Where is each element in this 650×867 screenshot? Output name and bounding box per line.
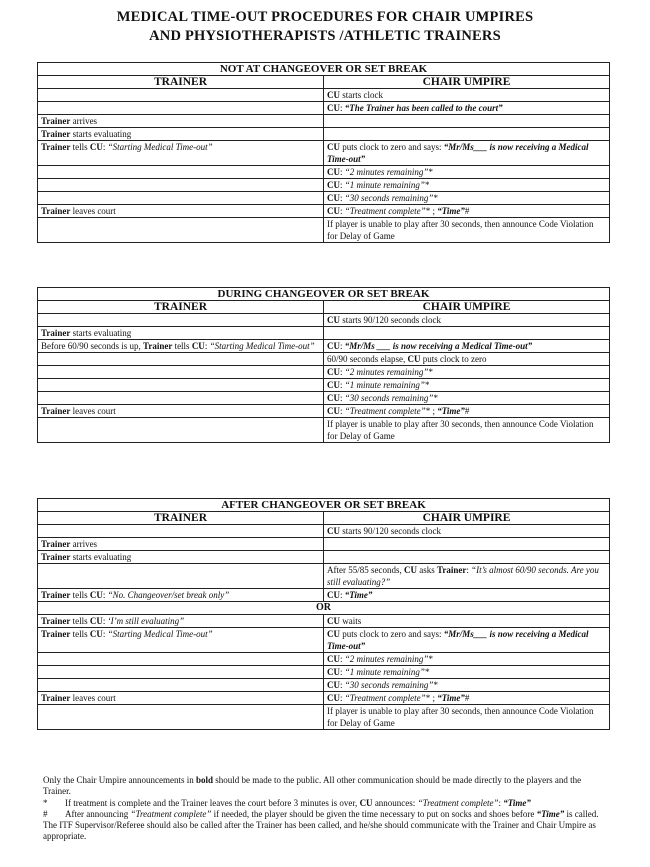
footnotes	[43, 775, 603, 843]
text-run: CU	[327, 193, 340, 203]
table-row	[38, 314, 610, 327]
trainer-cell	[38, 666, 324, 679]
trainer-cell	[38, 128, 324, 141]
text-run: tells	[70, 590, 90, 600]
column-header-trainer: TRAINER	[38, 301, 324, 314]
table-row	[38, 392, 610, 405]
text-run: “30 seconds remaining”	[344, 393, 434, 403]
trainer-cell	[38, 218, 324, 243]
text-run: “Treatment complete”	[344, 693, 426, 703]
umpire-cell	[324, 205, 610, 218]
umpire-cell	[324, 405, 610, 418]
text-run: “Treatment complete”	[417, 797, 499, 808]
text-run: if needed, the player should be given the time necessary to put on socks and shoes before	[211, 808, 537, 819]
text-run: Trainer	[41, 116, 71, 126]
umpire-cell	[324, 679, 610, 692]
text-run: starts evaluating	[70, 328, 132, 338]
text-run: puts clock to zero and says:	[340, 142, 444, 152]
table-row	[38, 340, 610, 353]
table-row	[38, 615, 610, 628]
text-run: CU	[327, 90, 340, 100]
text-run: “Starting Medical Time-out”	[107, 629, 213, 639]
umpire-cell	[324, 615, 610, 628]
table-row	[38, 705, 610, 730]
trainer-cell	[38, 192, 324, 205]
text-run: :	[102, 616, 108, 626]
text-run: “Treatment complete”	[344, 206, 426, 216]
umpire-cell	[324, 179, 610, 192]
umpire-cell	[324, 538, 610, 551]
table-row	[38, 551, 610, 564]
umpire-cell	[324, 218, 610, 243]
umpire-cell	[324, 192, 610, 205]
text-run: :	[340, 367, 345, 377]
text-run: CU	[359, 797, 373, 808]
text-run: :	[340, 180, 345, 190]
text-run: If player is unable to play after 30 seconds, then announce Code Violation for Delay of Game	[327, 219, 594, 241]
umpire-cell	[324, 102, 610, 115]
trainer-cell	[38, 379, 324, 392]
umpire-cell	[324, 653, 610, 666]
text-run: :	[102, 590, 108, 600]
table-row	[38, 538, 610, 551]
text-run: starts clock	[340, 90, 383, 100]
text-run: CU	[89, 616, 103, 626]
text-run: * ;	[425, 693, 438, 703]
text-run: “Time”	[344, 590, 373, 600]
text-run: :	[340, 406, 345, 416]
umpire-cell	[324, 525, 610, 538]
section-heading-row	[38, 63, 610, 76]
trainer-cell	[38, 589, 324, 602]
table-row	[38, 666, 610, 679]
text-run: Before 60/90 seconds is up,	[41, 341, 143, 351]
text-run: “Treatment complete”	[344, 406, 426, 416]
text-run: “2 minutes remaining”	[344, 367, 429, 377]
trainer-cell	[38, 628, 324, 653]
text-run: is called.	[564, 808, 599, 819]
umpire-cell	[324, 128, 610, 141]
text-run: “Time”	[437, 406, 465, 416]
trainer-cell	[38, 205, 324, 218]
section-heading: AFTER CHANGEOVER OR SET BREAK	[38, 499, 610, 512]
text-run: CU	[327, 693, 340, 703]
umpire-cell	[324, 379, 610, 392]
text-run: tells	[172, 341, 192, 351]
text-run: “Time”	[437, 693, 465, 703]
text-run: CU	[327, 315, 340, 325]
text-run: “The Trainer has been called to the court”	[344, 103, 503, 113]
text-run: “No. Changeover/set break only”	[107, 590, 230, 600]
text-run: “1 minute remaining”	[344, 667, 425, 677]
trainer-cell	[38, 615, 324, 628]
text-run: starts 90/120 seconds clock	[340, 526, 441, 536]
text-run: waits	[340, 616, 362, 626]
text-run: :	[340, 380, 345, 390]
trainer-cell	[38, 538, 324, 551]
title-line-2: AND PHYSIOTHERAPISTS /ATHLETIC TRAINERS	[149, 28, 501, 44]
text-run: leaves court	[70, 693, 116, 703]
text-run: Trainer	[41, 406, 71, 416]
trainer-cell	[38, 692, 324, 705]
text-run: * ;	[425, 406, 438, 416]
table-row	[38, 166, 610, 179]
umpire-cell	[324, 705, 610, 730]
table-row	[38, 692, 610, 705]
text-run: After announcing	[65, 808, 131, 819]
text-run: *	[433, 393, 438, 403]
text-run: CU	[327, 180, 340, 190]
table-row	[38, 128, 610, 141]
text-run: announces:	[372, 797, 418, 808]
table-row	[38, 218, 610, 243]
table-row	[38, 353, 610, 366]
table-row	[38, 628, 610, 653]
table-row	[38, 379, 610, 392]
text-run: *	[424, 380, 430, 390]
text-run: #	[464, 206, 470, 216]
table-row	[38, 366, 610, 379]
text-run: *	[424, 180, 430, 190]
text-run: :	[340, 103, 345, 113]
text-run: If player is unable to play after 30 seconds, then announce Code Violation for Delay of Game	[327, 419, 594, 441]
table-row	[38, 418, 610, 443]
text-run: #	[464, 406, 470, 416]
text-run: Trainer	[41, 206, 71, 216]
umpire-cell	[324, 564, 610, 589]
trainer-cell	[38, 405, 324, 418]
trainer-cell	[38, 653, 324, 666]
text-run: :	[102, 142, 108, 152]
table-row	[38, 564, 610, 589]
trainer-cell	[38, 705, 324, 730]
text-run: Only the Chair Umpire announcements in	[43, 775, 196, 785]
text-run: ‘I’m still evaluating”	[107, 616, 185, 626]
text-run: “It’s almost 60/90 seconds. Are you still evaluating?”	[327, 565, 599, 587]
table-row	[38, 141, 610, 166]
text-run: CU	[327, 667, 340, 677]
umpire-cell	[324, 692, 610, 705]
text-run: CU	[327, 393, 340, 403]
text-run: “Starting Medical Time-out”	[107, 142, 213, 152]
text-run: leaves court	[70, 206, 116, 216]
text-run: Trainer	[41, 552, 71, 562]
table-row	[38, 405, 610, 418]
text-run: “30 seconds remaining”	[344, 193, 434, 203]
trainer-cell	[38, 314, 324, 327]
trainer-cell	[38, 418, 324, 443]
text-run: :	[340, 167, 345, 177]
text-run: CU	[327, 103, 340, 113]
text-run: “Time”	[536, 808, 565, 819]
trainer-cell	[38, 141, 324, 166]
text-run: :	[340, 393, 345, 403]
text-run: CU	[327, 380, 340, 390]
umpire-cell	[324, 340, 610, 353]
text-run: “1 minute remaining”	[344, 180, 425, 190]
text-run: CU	[327, 341, 340, 351]
umpire-cell	[324, 115, 610, 128]
text-run: Trainer	[142, 341, 173, 351]
text-run: “1 minute remaining”	[344, 380, 425, 390]
column-header-trainer: TRAINER	[38, 512, 324, 525]
text-run: Trainer	[41, 629, 71, 639]
text-run: *	[433, 193, 438, 203]
text-run: “Mr/Ms___ is now receiving a Medical Time-out”	[327, 629, 589, 651]
text-run: 60/90 seconds elapse,	[327, 354, 408, 364]
column-header-row	[38, 76, 610, 89]
text-run: After 55/85 seconds,	[327, 565, 404, 575]
text-run: Trainer	[41, 129, 71, 139]
umpire-cell	[324, 551, 610, 564]
trainer-cell	[38, 353, 324, 366]
umpire-cell	[324, 314, 610, 327]
text-run: CU	[89, 142, 103, 152]
text-run: “Time”	[503, 797, 531, 808]
umpire-cell	[324, 141, 610, 166]
text-run: CU	[327, 526, 340, 536]
text-run: If player is unable to play after 30 seconds, then announce Code Violation for Delay of Game	[327, 706, 594, 728]
text-run: “2 minutes remaining”	[344, 654, 429, 664]
footnote-asterisk	[43, 798, 603, 809]
footnote-hash	[43, 809, 603, 820]
umpire-cell	[324, 89, 610, 102]
footnote-closing	[43, 820, 603, 843]
text-run: puts clock to zero	[420, 354, 487, 364]
text-run: Trainer	[41, 693, 71, 703]
text-run: CU	[327, 616, 340, 626]
text-run: :	[498, 797, 504, 808]
section-heading-row	[38, 499, 610, 512]
section-heading-row	[38, 288, 610, 301]
text-run: CU	[407, 354, 421, 364]
footnote-intro	[43, 775, 603, 798]
trainer-cell	[38, 340, 324, 353]
table-row	[38, 179, 610, 192]
table-row	[38, 525, 610, 538]
umpire-cell	[324, 589, 610, 602]
footnote-text	[65, 809, 598, 820]
umpire-cell	[324, 666, 610, 679]
text-run: starts evaluating	[70, 129, 132, 139]
text-run: Trainer	[41, 616, 71, 626]
text-run: :	[102, 629, 108, 639]
text-run: “Mr/Ms___ is now receiving a Medical Time-out”	[327, 142, 589, 164]
table-row	[38, 589, 610, 602]
text-run: tells	[70, 616, 90, 626]
text-run: “Time”	[437, 206, 465, 216]
footnote-text	[65, 798, 531, 809]
table-row	[38, 115, 610, 128]
text-run: Trainer	[41, 590, 71, 600]
footnote-symbol: #	[43, 808, 48, 819]
text-run: :	[340, 341, 345, 351]
text-run: bold	[195, 775, 213, 785]
table-row	[38, 205, 610, 218]
text-run: arrives	[70, 116, 98, 126]
text-run: tells	[70, 142, 90, 152]
page-title	[0, 8, 650, 46]
trainer-cell	[38, 564, 324, 589]
text-run: :	[340, 693, 345, 703]
column-header-row	[38, 512, 610, 525]
text-run: If treatment is complete and the Trainer leaves the court before 3 minutes is over,	[65, 797, 360, 808]
text-run: *	[433, 680, 438, 690]
umpire-cell	[324, 366, 610, 379]
trainer-cell	[38, 179, 324, 192]
text-run: CU	[89, 629, 103, 639]
text-run: “30 seconds remaining”	[344, 680, 434, 690]
text-run: CU	[89, 590, 103, 600]
text-run: :	[340, 667, 345, 677]
text-run: :	[340, 193, 345, 203]
text-run: :	[340, 206, 345, 216]
table-row	[38, 653, 610, 666]
trainer-cell	[38, 115, 324, 128]
or-label: OR	[38, 602, 610, 615]
text-run: Trainer	[41, 142, 71, 152]
section-table-during-changeover	[37, 287, 610, 443]
text-run: CU	[327, 206, 340, 216]
text-run: “Treatment complete”	[130, 808, 212, 819]
text-run: Trainer	[436, 565, 467, 575]
text-run: *	[424, 667, 430, 677]
footnote-symbol: *	[43, 797, 48, 808]
text-run: Trainer	[41, 328, 71, 338]
umpire-cell	[324, 327, 610, 340]
text-run: “Starting Medical Time-out”	[209, 341, 315, 351]
text-run: CU	[191, 341, 205, 351]
trainer-cell	[38, 327, 324, 340]
text-run: Trainer	[41, 539, 71, 549]
text-run: * ;	[425, 206, 438, 216]
text-run: CU	[327, 142, 340, 152]
text-run: *	[428, 654, 433, 664]
text-run: :	[340, 680, 345, 690]
text-run: tells	[70, 629, 90, 639]
text-run: :	[340, 654, 345, 664]
trainer-cell	[38, 551, 324, 564]
text-run: *	[428, 367, 433, 377]
umpire-cell	[324, 392, 610, 405]
section-heading: NOT AT CHANGEOVER OR SET BREAK	[38, 63, 610, 76]
table-row	[38, 192, 610, 205]
section-table-after-changeover	[37, 498, 610, 730]
text-run: CU	[403, 565, 417, 575]
table-row	[38, 89, 610, 102]
table-row	[38, 679, 610, 692]
table-row	[38, 327, 610, 340]
text-run: puts clock to zero and says:	[340, 629, 444, 639]
text-run: CU	[327, 654, 340, 664]
text-run: leaves court	[70, 406, 116, 416]
text-run: “2 minutes remaining”	[344, 167, 429, 177]
column-header-chair-umpire: CHAIR UMPIRE	[324, 76, 610, 89]
column-header-chair-umpire: CHAIR UMPIRE	[324, 512, 610, 525]
text-run: :	[340, 590, 345, 600]
umpire-cell	[324, 166, 610, 179]
or-row	[38, 602, 610, 615]
umpire-cell	[324, 628, 610, 653]
umpire-cell	[324, 353, 610, 366]
text-run: *	[428, 167, 433, 177]
column-header-chair-umpire: CHAIR UMPIRE	[324, 301, 610, 314]
text-run: :	[466, 565, 472, 575]
text-run: CU	[327, 629, 340, 639]
text-run: CU	[327, 406, 340, 416]
section-table-not-at-changeover	[37, 62, 610, 243]
column-header-trainer: TRAINER	[38, 76, 324, 89]
trainer-cell	[38, 89, 324, 102]
title-line-1: MEDICAL TIME-OUT PROCEDURES FOR CHAIR UMPIRES	[116, 9, 534, 25]
section-heading: DURING CHANGEOVER OR SET BREAK	[38, 288, 610, 301]
umpire-cell	[324, 418, 610, 443]
text-run: “Mr/Ms ___ is now receiving a Medical Time-out”	[344, 341, 533, 351]
text-run: #	[464, 693, 470, 703]
text-run: :	[204, 341, 210, 351]
trainer-cell	[38, 679, 324, 692]
text-run: starts 90/120 seconds clock	[340, 315, 441, 325]
text-run: starts evaluating	[70, 552, 132, 562]
text-run: asks	[416, 565, 437, 575]
trainer-cell	[38, 166, 324, 179]
column-header-row	[38, 301, 610, 314]
trainer-cell	[38, 366, 324, 379]
trainer-cell	[38, 525, 324, 538]
text-run: The ITF Supervisor/Referee should also be called after the Trainer has been called, and he/she should communicate with the Trainer and Chair Umpire as appropriate.	[43, 820, 596, 842]
text-run: should be made to the public. All other communication should be made directly to the players and the Trainer.	[43, 775, 582, 797]
text-run: CU	[327, 590, 340, 600]
text-run: arrives	[70, 539, 98, 549]
text-run: CU	[327, 167, 340, 177]
text-run: CU	[327, 367, 340, 377]
table-row	[38, 102, 610, 115]
trainer-cell	[38, 392, 324, 405]
trainer-cell	[38, 102, 324, 115]
text-run: CU	[327, 680, 340, 690]
